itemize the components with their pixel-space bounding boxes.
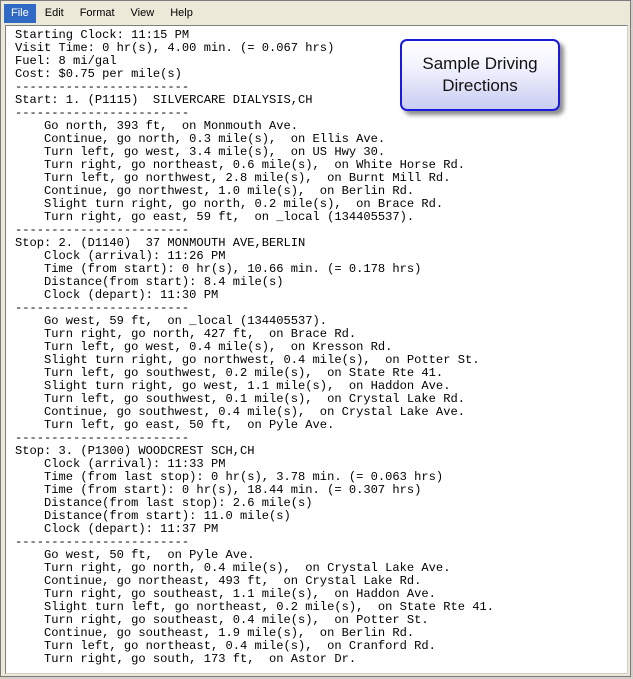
menu-edit[interactable]: Edit	[44, 6, 64, 19]
menu-format[interactable]: Format	[79, 6, 115, 19]
text-line: Distance(from start): 11.0 mile(s)	[15, 509, 291, 523]
directions-text	[15, 29, 494, 666]
text-line: Slight turn left, go northeast, 0.2 mile(s), on State Rte 41.	[15, 600, 494, 614]
text-line: Turn left, go southwest, 0.2 mile(s), on State Rte 41.	[15, 366, 444, 380]
text-line: Go west, 59 ft, on _local (134405537).	[15, 314, 328, 328]
text-line: Clock (arrival): 11:33 PM	[15, 457, 226, 471]
text-line: Time (from start): 0 hr(s), 18.44 min. (= 0.307 hrs)	[15, 483, 422, 497]
text-line: Start: 1. (P1115) SILVERCARE DIALYSIS,CH	[15, 93, 313, 107]
menu-help[interactable]: Help	[170, 6, 193, 19]
text-line: Cost: $0.75 per mile(s)	[15, 67, 182, 81]
text-line: Continue, go northeast, 493 ft, on Crystal Lake Rd.	[15, 574, 422, 588]
text-line: Time (from start): 0 hr(s), 10.66 min. (= 0.178 hrs)	[15, 262, 422, 276]
text-line: Turn right, go north, 0.4 mile(s), on Crystal Lake Ave.	[15, 561, 451, 575]
text-line: ------------------------	[15, 535, 190, 549]
text-line: ------------------------	[15, 301, 190, 315]
text-line: Distance(from start): 8.4 mile(s)	[15, 275, 284, 289]
text-line: Slight turn right, go north, 0.2 mile(s), on Brace Rd.	[15, 197, 444, 211]
text-editor-area[interactable]	[5, 25, 628, 674]
text-line: Continue, go southeast, 1.9 mile(s), on Berlin Rd.	[15, 626, 415, 640]
menu-file[interactable]: File	[4, 4, 36, 23]
text-line: Turn right, go southeast, 0.4 mile(s), on Potter St.	[15, 613, 429, 627]
text-line: Turn right, go southeast, 1.1 mile(s), on Haddon Ave.	[15, 587, 436, 601]
text-line: Clock (depart): 11:30 PM	[15, 288, 219, 302]
text-line: Fuel: 8 mi/gal	[15, 54, 117, 68]
text-line: Time (from last stop): 0 hr(s), 3.78 min. (= 0.063 hrs)	[15, 470, 444, 484]
sample-directions-callout	[400, 39, 560, 111]
text-line: Turn left, go southwest, 0.1 mile(s), on Crystal Lake Rd.	[15, 392, 465, 406]
text-line: Turn left, go east, 50 ft, on Pyle Ave.	[15, 418, 335, 432]
text-line: Turn left, go northeast, 0.4 mile(s), on Cranford Rd.	[15, 639, 436, 653]
text-line: Stop: 3. (P1300) WOODCREST SCH,CH	[15, 444, 255, 458]
text-line: Clock (arrival): 11:26 PM	[15, 249, 226, 263]
text-line: Turn right, go north, 427 ft, on Brace Rd.	[15, 327, 357, 341]
callout-label: Sample Driving Directions	[422, 54, 538, 95]
text-line: Starting Clock: 11:15 PM	[15, 28, 190, 42]
text-line: Turn right, go northeast, 0.6 mile(s), on White Horse Rd.	[15, 158, 465, 172]
text-line: Turn left, go west, 0.4 mile(s), on Kresson Rd.	[15, 340, 393, 354]
text-line: ------------------------	[15, 106, 190, 120]
text-line: Turn left, go west, 3.4 mile(s), on US Hwy 30.	[15, 145, 386, 159]
text-line: Clock (depart): 11:37 PM	[15, 522, 219, 536]
text-line: Slight turn right, go northwest, 0.4 mile(s), on Potter St.	[15, 353, 480, 367]
text-line: Turn left, go northwest, 2.8 mile(s), on Burnt Mill Rd.	[15, 171, 451, 185]
text-line: Distance(from last stop): 2.6 mile(s)	[15, 496, 313, 510]
text-line: ------------------------	[15, 80, 190, 94]
text-line: Slight turn right, go west, 1.1 mile(s), on Haddon Ave.	[15, 379, 451, 393]
text-line: Turn right, go south, 173 ft, on Astor Dr.	[15, 652, 357, 666]
text-line: ------------------------	[15, 223, 190, 237]
text-line: Continue, go north, 0.3 mile(s), on Ellis Ave.	[15, 132, 386, 146]
menu-bar	[2, 2, 629, 24]
text-line: ------------------------	[15, 431, 190, 445]
text-line: Continue, go northwest, 1.0 mile(s), on Berlin Rd.	[15, 184, 415, 198]
text-line: Continue, go southwest, 0.4 mile(s), on Crystal Lake Ave.	[15, 405, 465, 419]
text-line: Go west, 50 ft, on Pyle Ave.	[15, 548, 255, 562]
text-line: Stop: 2. (D1140) 37 MONMOUTH AVE,BERLIN	[15, 236, 306, 250]
menu-view[interactable]: View	[130, 6, 155, 19]
text-line: Go north, 393 ft, on Monmouth Ave.	[15, 119, 299, 133]
text-line: Visit Time: 0 hr(s), 4.00 min. (= 0.067 hrs)	[15, 41, 335, 55]
text-line: Turn right, go east, 59 ft, on _local (134405537).	[15, 210, 415, 224]
